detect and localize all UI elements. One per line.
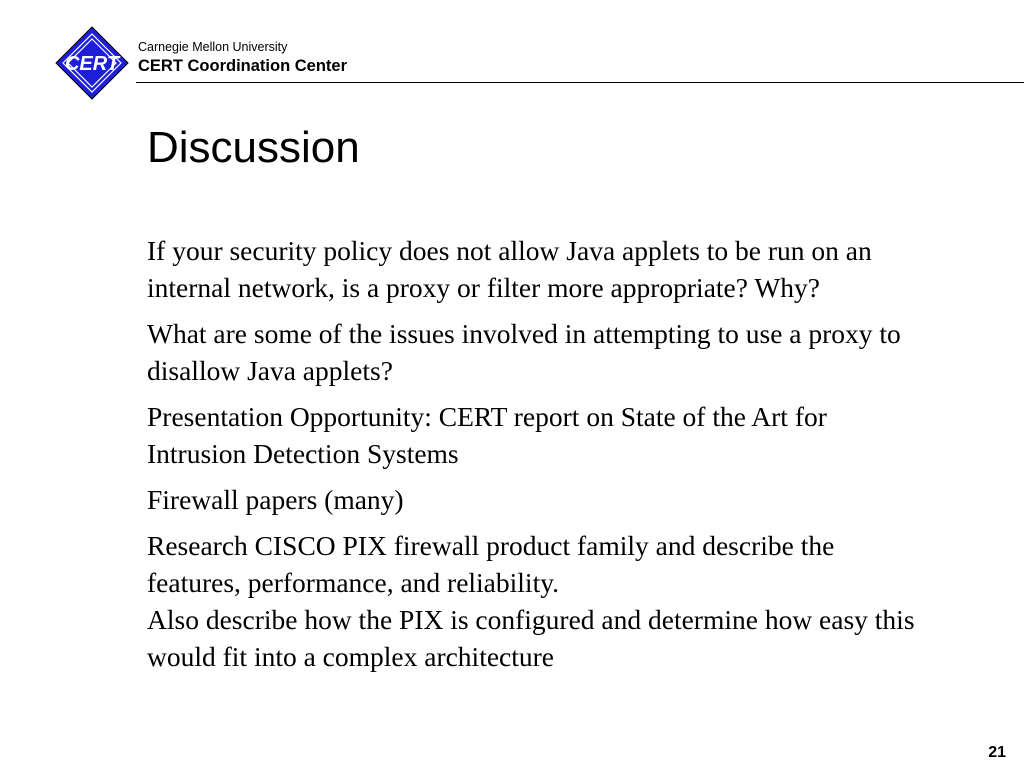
header-divider [136,82,1024,83]
cert-logo [54,25,130,101]
cert-diamond-icon [54,25,130,101]
body-paragraph: What are some of the issues involved in attempting to use a proxy to disallow Java applets? [147,318,901,386]
slide-title: Discussion [147,123,360,172]
body-paragraph: If your security policy does not allow Java applets to be run on an internal network, is a proxy or filter more appropriate? Why? [147,235,872,303]
body-paragraph: Also describe how the PIX is configured and determine how easy this would fit into a complex architecture [147,604,915,672]
cert-logo-text: CERT [64,53,120,75]
slide-body [147,232,927,684]
body-paragraph: Firewall papers (many) [147,484,404,515]
page-number: 21 [988,744,1006,761]
body-paragraph: Presentation Opportunity: CERT report on State of the Art for Intrusion Detection Systems [147,401,827,469]
center-name: CERT Coordination Center [138,56,347,75]
body-paragraph: Research CISCO PIX firewall product family and describe the features, performance, and reliability. [147,530,835,598]
university-name: Carnegie Mellon University [138,40,288,54]
organization-block [138,41,347,74]
